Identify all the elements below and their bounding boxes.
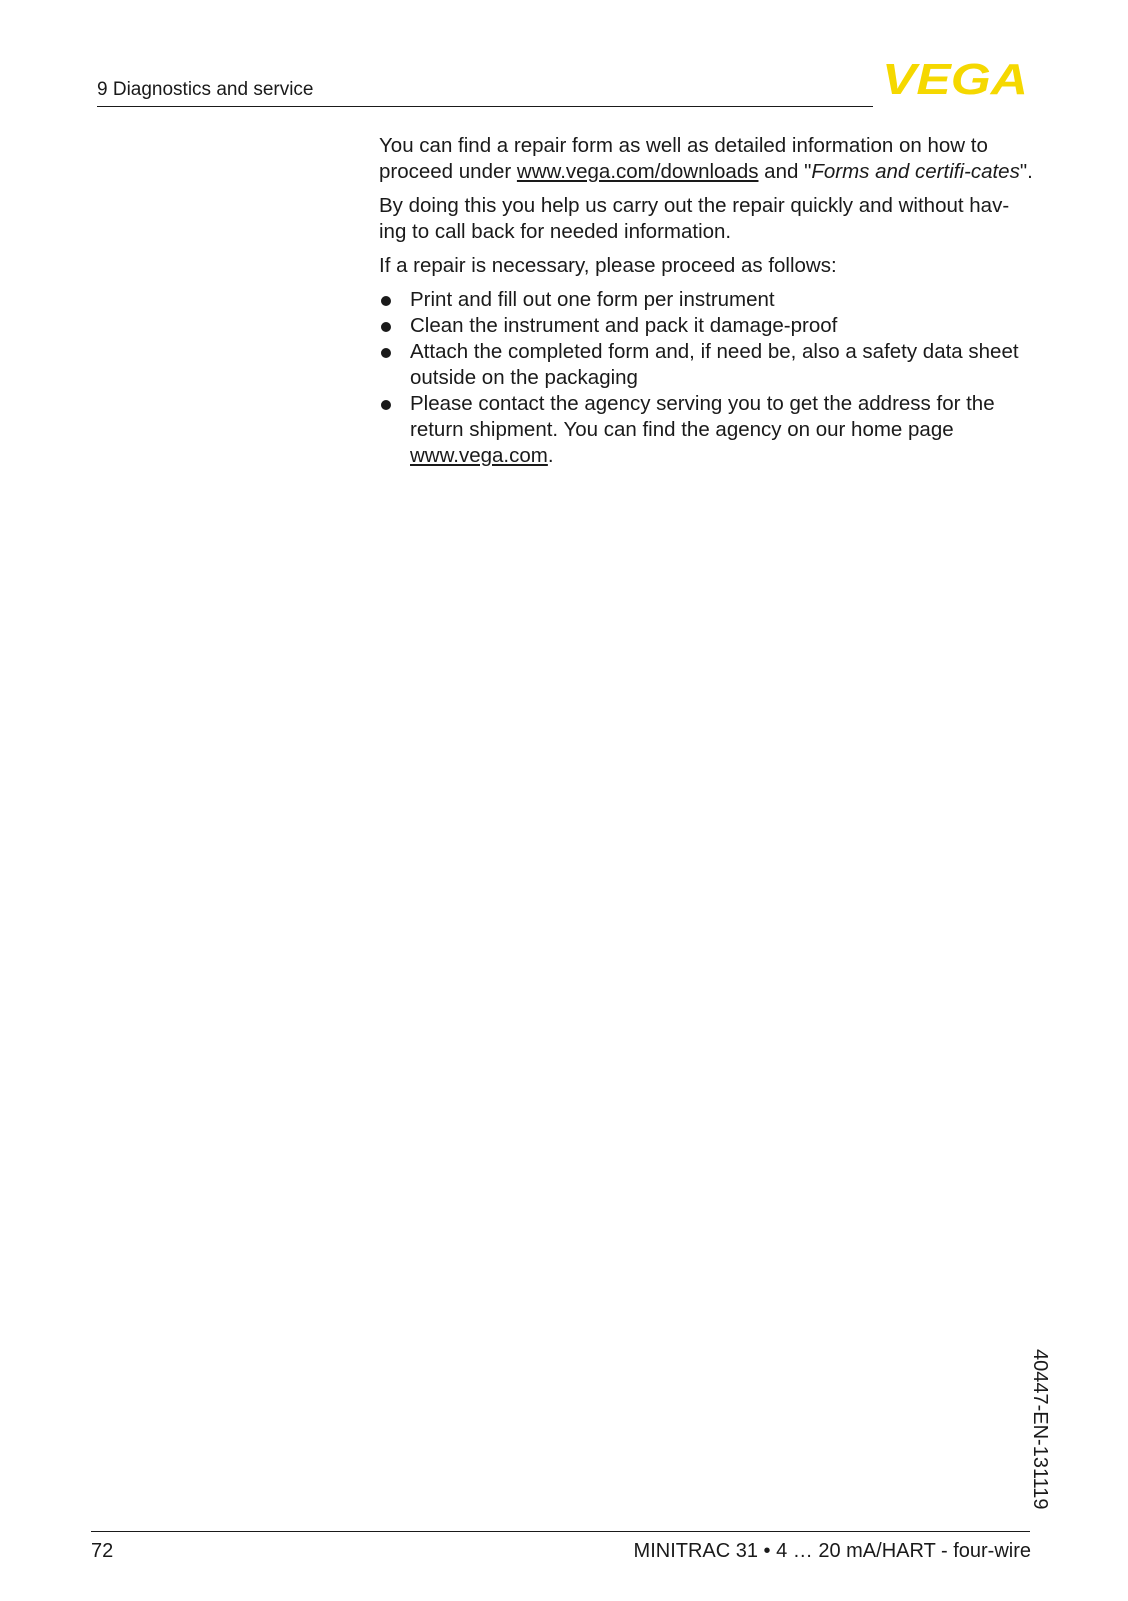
list-item: Print and fill out one form per instrument [379, 287, 1034, 313]
footer-divider [91, 1531, 1030, 1532]
vega-logo-text: VEGA [882, 58, 1028, 100]
document-code: 40447-EN-131119 [1029, 1349, 1051, 1510]
list-item: Please contact the agency serving you to get the address for the return shipment. You can find the agency on our home page www.vega.com. [379, 391, 1034, 469]
homepage-link[interactable]: www.vega.com [410, 444, 548, 467]
bullet-icon [381, 296, 391, 306]
repair-steps-list [379, 287, 1034, 469]
vega-logo [882, 58, 1030, 100]
section-title: 9 Diagnostics and service [97, 79, 314, 100]
list-item: Clean the instrument and pack it damage-proof [379, 313, 1034, 339]
bullet-icon [381, 400, 391, 410]
bullet-icon [381, 348, 391, 358]
main-content [379, 133, 1034, 469]
downloads-link[interactable]: www.vega.com/downloads [516, 160, 759, 183]
footer-product-name: MINITRAC 31 • 4 … 20 mA/HART - four-wire [633, 1540, 1031, 1562]
paragraph-repair-benefit: By doing this you help us carry out the repair quickly and without hav-ing to call back for needed information. [379, 194, 1010, 243]
forms-certificates-text: Forms and certifi-cates [811, 160, 1020, 183]
header-divider [97, 106, 873, 107]
page-number: 72 [91, 1540, 114, 1562]
paragraph-repair-form: You can find a repair form as well as detailed information on how to proceed under www.vega.com/downloads and "Forms and certifi-cates". [379, 134, 1033, 183]
paragraph-repair-steps-intro: If a repair is necessary, please proceed as follows: [379, 254, 837, 277]
bullet-icon [381, 322, 391, 332]
list-item: Attach the completed form and, if need be, also a safety data sheet outside on the packaging [379, 339, 1034, 391]
